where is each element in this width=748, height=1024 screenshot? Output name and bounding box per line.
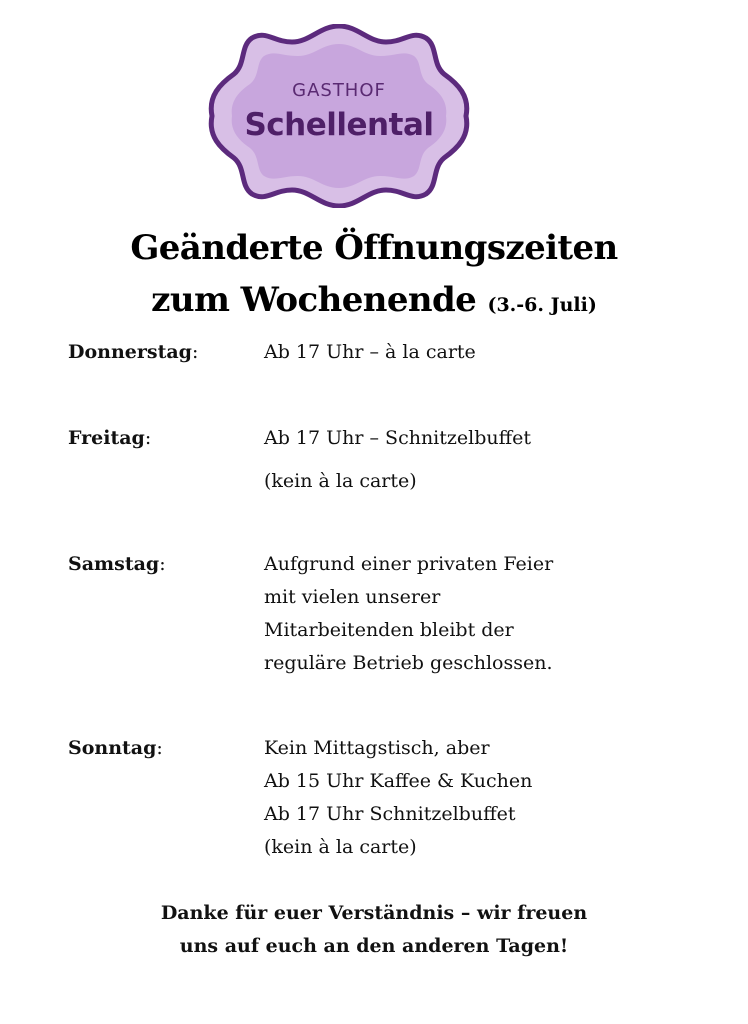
day-info-sunday — [264, 732, 532, 864]
logo — [208, 24, 470, 208]
info-line: Ab 17 Uhr – Schnitzelbuffet — [264, 427, 532, 449]
day-name: Donnerstag — [68, 341, 192, 363]
logo-main-text: Schellental — [244, 107, 434, 143]
title-line-1: Geänderte Öffnungszeiten — [130, 228, 618, 268]
footer-line-1: Danke für euer Verständnis – wir freuen — [160, 902, 588, 924]
info-line: Ab 17 Uhr Schnitzelbuffet — [264, 803, 516, 825]
day-info-friday — [264, 422, 531, 498]
day-label-thursday: Donnerstag: — [68, 341, 199, 363]
info-line: (kein à la carte) — [264, 836, 417, 858]
info-line: reguläre Betrieb geschlossen. — [264, 652, 553, 674]
info-line: mit vielen unserer — [264, 586, 441, 608]
day-label-sunday: Sonntag: — [68, 737, 163, 759]
info-line: Mitarbeitenden bleibt der — [264, 619, 514, 641]
day-name: Sonntag — [68, 737, 157, 759]
day-info-thursday — [264, 336, 476, 369]
day-name: Samstag — [68, 553, 160, 575]
info-line: Ab 17 Uhr – à la carte — [264, 341, 476, 363]
info-line: Aufgrund einer privaten Feier — [264, 553, 554, 575]
page-title — [0, 222, 748, 331]
day-label-friday: Freitag: — [68, 427, 152, 449]
info-line: (kein à la carte) — [264, 470, 417, 492]
logo-top-text: GASTHOF — [292, 80, 386, 101]
day-label-saturday: Samstag: — [68, 553, 166, 575]
title-dates: (3.-6. Juli) — [487, 294, 597, 316]
info-line: Kein Mittagstisch, aber — [264, 737, 490, 759]
footer-line-2: uns auf euch an den anderen Tagen! — [179, 935, 569, 957]
title-line-2 — [0, 274, 748, 331]
day-name: Freitag — [68, 427, 145, 449]
title-line-2-text: zum Wochenende — [151, 280, 477, 320]
day-info-saturday — [264, 548, 553, 680]
thank-you-note — [0, 897, 748, 963]
info-line: Ab 15 Uhr Kaffee & Kuchen — [264, 770, 533, 792]
